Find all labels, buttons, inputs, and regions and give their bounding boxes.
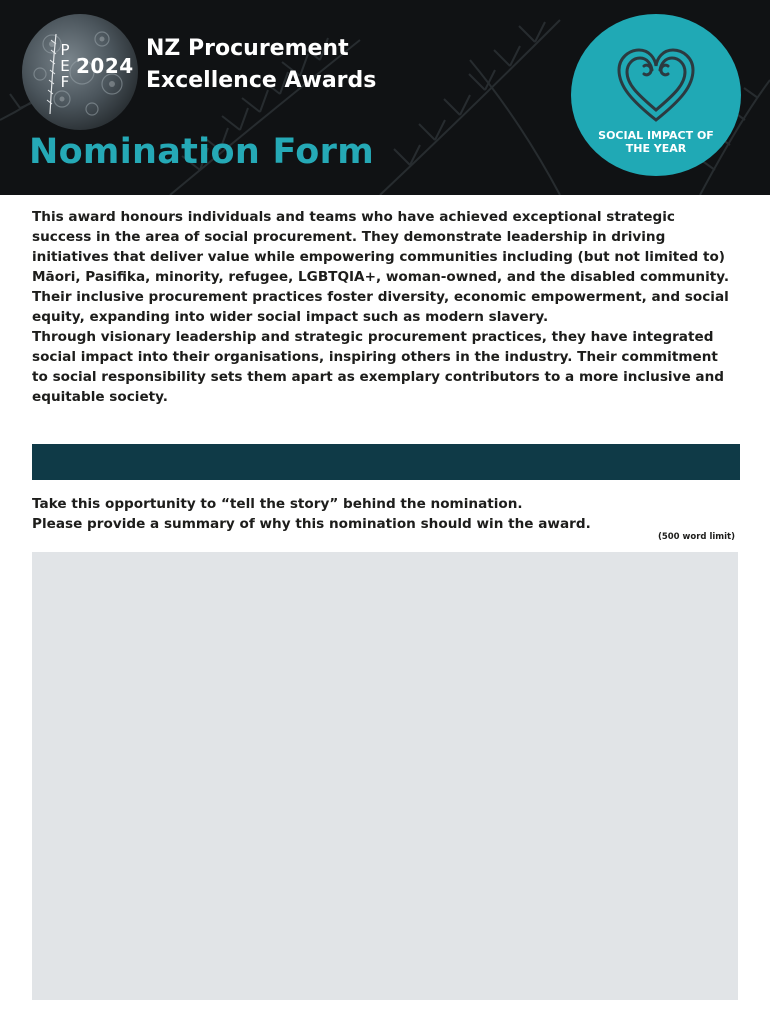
nomination-summary-field[interactable] — [32, 552, 738, 1000]
logo-letter: E — [60, 57, 70, 75]
event-title — [146, 33, 376, 97]
event-title-line: Excellence Awards — [146, 68, 377, 93]
award-description — [32, 207, 732, 407]
awards-logo — [22, 14, 138, 130]
award-category-line: THE YEAR — [625, 142, 687, 155]
nomination-prompt — [32, 494, 732, 534]
logo-letters — [58, 42, 72, 90]
event-title-line: NZ Procurement — [146, 36, 349, 61]
description-paragraph: This award honours individuals and teams who have achieved exceptional strategic success in the area of social procurement. They demonstrate leadership in driving initiatives that deliver value while empowering communities including (but not limited to) Māori, Pasifika, minority, refugee, LGBTQIA+, woman-owned, and the disabled community. — [32, 209, 730, 285]
header-banner — [0, 0, 770, 195]
logo-letter: P — [60, 41, 70, 59]
description-paragraph: Their inclusive procurement practices foster diversity, economic empowerment, and social equity, expanding into wider social impact such as modern slavery. — [32, 289, 729, 325]
page-title: Nomination Form — [29, 132, 374, 172]
heart-icon — [611, 42, 701, 132]
award-category-line: SOCIAL IMPACT OF — [598, 129, 714, 142]
prompt-line: Take this opportunity to “tell the story” behind the nomination. — [32, 496, 523, 512]
section-divider-bar — [32, 444, 740, 480]
award-category-name — [581, 129, 731, 155]
description-paragraph: Through visionary leadership and strategic procurement practices, they have integrated social impact into their organisations, inspiring others in the industry. Their commitment to social responsibility sets them apart as exemplary contributors to a more inclusive and equitable society. — [32, 329, 724, 405]
logo-letter: F — [60, 73, 70, 91]
prompt-line: Please provide a summary of why this nomination should win the award. — [32, 516, 591, 532]
logo-year: 2024 — [76, 54, 134, 78]
award-category-badge — [571, 14, 741, 176]
word-limit-note: (500 word limit) — [657, 532, 735, 542]
